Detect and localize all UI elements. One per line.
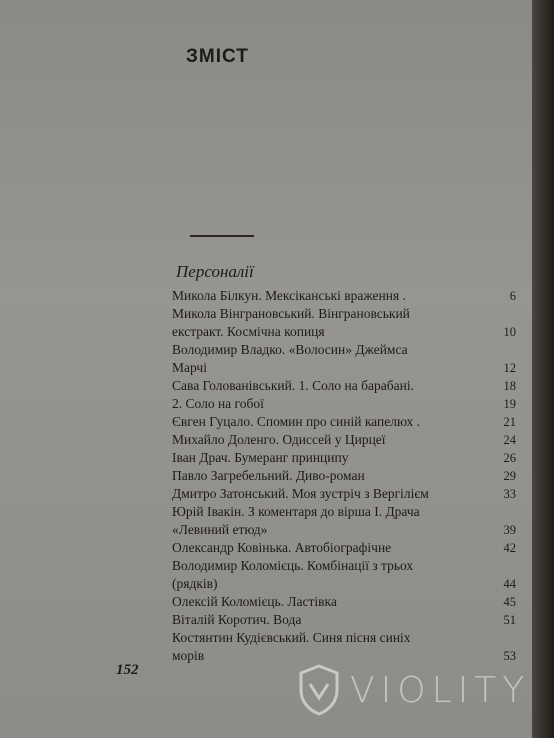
page-edge — [532, 0, 554, 738]
toc-text: Олександр Ковінька. Автобіографічне — [172, 540, 392, 555]
toc-page: 18 — [503, 379, 516, 393]
toc-line — [172, 323, 520, 341]
page-title: ЗМІСТ — [186, 46, 249, 67]
watermark-text: VIOLITY — [350, 669, 531, 711]
toc-text: Олексій Коломієць. Ластівка — [172, 594, 337, 609]
toc-text: Євген Гуцало. Спомин про синій капелюх . — [172, 414, 421, 429]
toc-line — [172, 647, 520, 665]
section-heading: Персоналії — [176, 262, 254, 281]
toc-text: (рядків) — [172, 576, 218, 591]
toc-text: Сава Голованівський. 1. Соло на барабані. — [172, 378, 414, 393]
toc-text: Марчі — [172, 360, 207, 375]
toc-text: морів — [172, 648, 205, 663]
toc-line — [172, 341, 520, 359]
toc-line — [172, 305, 520, 323]
page-number: 152 — [116, 662, 139, 678]
toc-text: Микола Вінграновський. Вінграновський — [172, 306, 410, 321]
toc-page: 33 — [503, 487, 516, 501]
toc-page: 21 — [503, 415, 516, 429]
toc-line — [172, 539, 520, 557]
toc-line — [172, 629, 520, 647]
toc-page: 44 — [503, 577, 516, 591]
toc-text: Павло Загребельний. Диво-роман — [172, 468, 365, 483]
toc-line — [172, 611, 520, 629]
toc-line — [172, 449, 520, 467]
toc-text: Віталій Коротич. Вода — [172, 612, 302, 627]
toc-page: 12 — [503, 361, 516, 375]
toc-page: 10 — [503, 325, 516, 339]
toc-page: 19 — [503, 397, 516, 411]
toc-page: 42 — [503, 541, 516, 555]
toc-line — [172, 395, 520, 413]
toc-text: Костянтин Кудієвський. Синя пісня синіх — [172, 630, 411, 645]
table-of-contents — [172, 287, 520, 665]
toc-text: Володимир Коломієць. Комбінації з трьох — [172, 558, 414, 573]
toc-text: Юрій Івакін. З коментаря до вірша І. Драча — [172, 504, 420, 519]
toc-line — [172, 593, 520, 611]
toc-page: 53 — [503, 649, 516, 663]
shield-logo-icon — [298, 664, 340, 716]
toc-line — [172, 359, 520, 377]
toc-text: «Левиний етюд» — [172, 522, 268, 537]
toc-page: 45 — [503, 595, 516, 609]
toc-text: Михайло Доленго. Одиссей у Цирцеї — [172, 432, 386, 447]
toc-page: 24 — [503, 433, 516, 447]
toc-page: 39 — [503, 523, 516, 537]
toc-line — [172, 575, 520, 593]
toc-text: 2. Соло на гобої — [172, 396, 264, 411]
toc-text: Володимир Владко. «Волосин» Джеймса — [172, 342, 408, 357]
toc-text: Іван Драч. Бумеранг принципу — [172, 450, 349, 465]
toc-line — [172, 413, 520, 431]
toc-text: Дмитро Затонський. Моя зустріч з Вергілієм — [172, 486, 429, 501]
watermark — [298, 664, 530, 716]
toc-line — [172, 485, 520, 503]
toc-line — [172, 521, 520, 539]
toc-page: 51 — [503, 613, 516, 627]
toc-page: 29 — [503, 469, 516, 483]
toc-line — [172, 287, 520, 305]
divider — [190, 235, 254, 237]
toc-line — [172, 557, 520, 575]
toc-line — [172, 431, 520, 449]
toc-page: 6 — [509, 289, 516, 303]
toc-text: екстракт. Космічна копиця — [172, 324, 325, 339]
toc-page: 26 — [503, 451, 516, 465]
toc-line — [172, 467, 520, 485]
toc-line — [172, 503, 520, 521]
toc-text: Микола Білкун. Мексіканські враження . — [172, 288, 406, 303]
toc-line — [172, 377, 520, 395]
